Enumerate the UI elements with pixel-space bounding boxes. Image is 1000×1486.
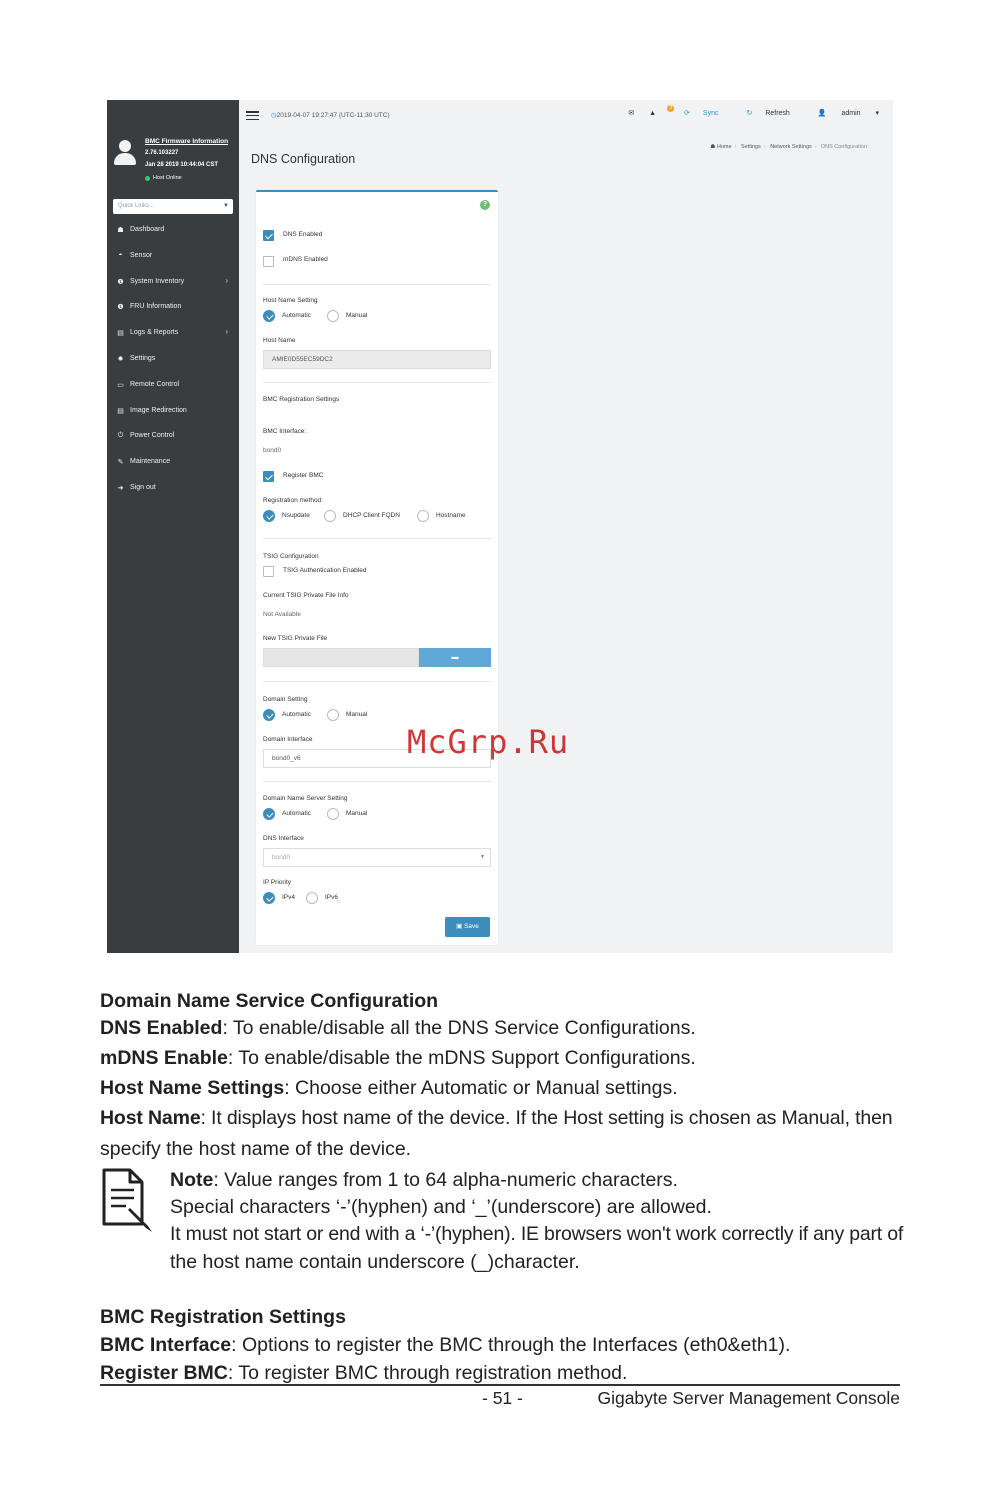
dns-manual-label: Manual — [346, 810, 368, 817]
desc: : Choose either Automatic or Manual settings. — [284, 1077, 678, 1099]
dns-server-setting-label: Domain Name Server Setting — [263, 795, 348, 802]
term: Register BMC — [100, 1362, 228, 1384]
host-name-input[interactable]: AMIE0D55EC59DC2 — [263, 350, 491, 369]
tsig-auth-label: TSIG Authentication Enabled — [283, 567, 367, 574]
watermark: McGrp.Ru — [407, 723, 570, 761]
dhcp-fqdn-radio[interactable] — [324, 510, 336, 522]
sidebar-item-label: Logs & Reports — [130, 329, 179, 337]
gear-icon: ✹ — [117, 355, 124, 363]
alert-icon[interactable]: ▲ 3 — [649, 110, 656, 117]
signout-icon: ➜ — [117, 484, 124, 492]
breadcrumb-home[interactable]: Home — [716, 144, 732, 150]
note-line-1 — [170, 1168, 678, 1192]
note-icon — [100, 1166, 154, 1236]
footer-title: Gigabyte Server Management Console — [597, 1388, 900, 1408]
sidebar-item-image-redirection[interactable] — [107, 407, 239, 433]
user-icon: 👤 — [817, 110, 827, 117]
bmc-registration-heading: BMC Registration Settings — [263, 396, 340, 403]
breadcrumb: ☗ Home › Settings › Network Settings › DNS Configuration — [710, 144, 867, 150]
alert-badge: 3 — [667, 105, 674, 112]
refresh-icon: ↻ — [746, 110, 753, 117]
term: Host Name Settings — [100, 1077, 285, 1099]
nsupdate-label: Nsupdate — [282, 512, 310, 519]
datetime-display — [271, 111, 390, 119]
host-automatic-label: Automatic — [282, 312, 311, 319]
domain-interface-value: bond0_v6 — [272, 755, 301, 762]
sidebar-item-fru-information[interactable] — [107, 303, 239, 329]
mail-icon[interactable]: ✉ — [628, 110, 635, 117]
tsig-file-input[interactable] — [263, 648, 419, 667]
page-title: DNS Configuration — [251, 152, 356, 166]
sidebar-item-label: Sensor — [130, 251, 153, 259]
doc-host-name-cont: specify the host name of the device. — [100, 1138, 412, 1160]
term: BMC Interface — [100, 1334, 232, 1356]
sidebar-item-sign-out[interactable] — [107, 484, 239, 510]
sidebar-nav — [107, 226, 239, 510]
sync-label: Sync — [702, 110, 719, 117]
tsig-auth-checkbox[interactable] — [263, 566, 274, 577]
sidebar-item-sensor[interactable] — [107, 252, 239, 278]
refresh-button[interactable] — [733, 110, 789, 117]
drive-icon: ▤ — [117, 407, 124, 415]
desc: : To enable/disable all the DNS Service Configurations. — [222, 1017, 696, 1039]
info-icon: ❶ — [117, 304, 124, 312]
nsupdate-radio[interactable] — [263, 510, 275, 522]
dns-enabled-checkbox[interactable] — [263, 230, 274, 241]
desc: : To enable/disable the mDNS Support Configurations. — [227, 1047, 696, 1069]
domain-manual-label: Manual — [346, 711, 368, 718]
term: Host Name — [100, 1107, 201, 1129]
dns-automatic-radio[interactable] — [263, 808, 275, 820]
sidebar-item-label: Image Redirection — [130, 406, 187, 414]
section-title-dns: Domain Name Service Configuration — [100, 990, 439, 1012]
domain-interface-label: Domain Interface — [263, 736, 313, 743]
sensor-icon: ◓ — [118, 251, 123, 259]
firmware-info — [113, 138, 237, 198]
ipv6-radio[interactable] — [306, 892, 318, 904]
desc: : Value ranges from 1 to 64 alpha-numeric characters. — [213, 1169, 678, 1191]
term: mDNS Enable — [100, 1047, 228, 1069]
sidebar-item-label: Maintenance — [130, 458, 171, 466]
sidebar-item-remote-control[interactable] — [107, 381, 239, 407]
term: Note — [170, 1169, 214, 1191]
note-line-3: It must not start or end with a ‘-’(hyphen). IE browsers won't work correctly if any part of — [170, 1223, 904, 1245]
register-bmc-label: Register BMC — [283, 472, 324, 479]
quick-links-placeholder: Quick Links... — [118, 203, 155, 209]
sidebar-item-dashboard[interactable] — [107, 226, 239, 252]
sidebar-item-label: FRU Information — [130, 303, 182, 311]
folder-icon: ▬ — [451, 654, 459, 661]
host-automatic-radio[interactable] — [263, 310, 275, 322]
top-bar — [239, 100, 893, 130]
desc: : To register BMC through registration method. — [227, 1362, 628, 1384]
note-line-2: Special characters ‘-’(hyphen) and ‘_’(underscore) are allowed. — [170, 1196, 712, 1218]
sync-button[interactable] — [671, 110, 718, 117]
sidebar — [107, 100, 239, 953]
sidebar-item-settings[interactable] — [107, 355, 239, 381]
sidebar-item-label: Sign out — [130, 483, 156, 491]
user-menu[interactable] — [805, 110, 879, 117]
host-name-label: Host Name — [263, 337, 296, 344]
bmc-interface-value: bond0 — [263, 447, 282, 454]
current-tsig-label: Current TSIG Private File Info — [263, 592, 349, 599]
host-manual-radio[interactable] — [327, 310, 339, 322]
chart-icon: ▤ — [117, 330, 124, 338]
dhcp-fqdn-label: DHCP Client FQDN — [343, 512, 400, 519]
sidebar-item-label: Settings — [130, 354, 156, 362]
ipv4-label: IPv4 — [282, 894, 296, 901]
firmware-version: 2.76.103227 — [145, 150, 179, 156]
bmc-interface-label: BMC Interface: — [263, 428, 307, 435]
doc-host-name — [100, 1106, 892, 1130]
dashboard-icon: ☗ — [117, 227, 124, 234]
wrench-icon: ✎ — [117, 459, 124, 467]
page-number: - 51 - — [482, 1388, 523, 1408]
browse-folder-button[interactable] — [419, 648, 491, 667]
datetime-text: 2019-04-07 19:27:47 (UTC-11:30 UTC) — [276, 112, 390, 119]
host-manual-label: Manual — [346, 312, 368, 319]
host-status: Host Online — [153, 175, 182, 181]
host-status-dot-icon — [145, 176, 150, 181]
dns-interface-select[interactable] — [263, 848, 491, 867]
doc-dns-enabled — [100, 1016, 696, 1040]
registration-method-label: Registration method: — [263, 497, 323, 504]
sidebar-item-label: Power Control — [130, 432, 175, 440]
domain-automatic-label: Automatic — [282, 711, 311, 718]
doc-mdns — [100, 1046, 696, 1070]
user-name: admin — [841, 110, 861, 117]
power-icon: ⏻ — [117, 432, 124, 440]
dns-manual-radio[interactable] — [327, 808, 339, 820]
domain-automatic-radio[interactable] — [263, 709, 275, 721]
dns-enabled-label: DNS Enabled — [283, 231, 323, 238]
dns-automatic-label: Automatic — [282, 810, 311, 817]
breadcrumb-network-settings[interactable]: Network Settings — [770, 144, 812, 150]
dns-interface-label: DNS Interface — [263, 835, 304, 842]
firmware-info-link[interactable]: BMC Firmware Information — [145, 138, 229, 145]
mdns-enabled-checkbox[interactable] — [263, 256, 274, 267]
register-bmc-checkbox[interactable] — [263, 471, 274, 482]
quick-links-select[interactable] — [113, 199, 233, 214]
doc-host-name-settings — [100, 1076, 678, 1100]
footer-divider — [100, 1384, 900, 1386]
bmc-screenshot — [107, 100, 893, 953]
info-icon: ❶ — [117, 278, 124, 286]
sidebar-item-maintenance[interactable] — [107, 458, 239, 484]
clock-icon: ◷ — [271, 112, 277, 119]
sidebar-item-label: Remote Control — [130, 380, 180, 388]
ip-priority-label: IP Priority — [263, 879, 292, 886]
refresh-label: Refresh — [765, 110, 790, 117]
domain-manual-radio[interactable] — [327, 709, 339, 721]
caret-down-icon: ▼ — [223, 203, 229, 209]
doc-register-bmc — [100, 1361, 627, 1385]
hostname-label: Hostname — [436, 512, 466, 519]
ipv4-radio[interactable] — [263, 892, 275, 904]
chevron-right-icon: › — [225, 275, 228, 285]
chevron-right-icon: › — [225, 327, 228, 337]
mdns-enabled-label: mDNS Enabled — [283, 256, 328, 263]
dns-interface-value: bond0 — [272, 854, 291, 861]
ipv6-label: IPv6 — [325, 894, 339, 901]
section-title-bmc: BMC Registration Settings — [100, 1306, 346, 1328]
sidebar-item-label: System Inventory — [130, 277, 185, 285]
note-line-4: the host name contain underscore (_)character. — [170, 1251, 580, 1273]
desc: : Options to register the BMC through the Interfaces (eth0&eth1). — [231, 1334, 791, 1356]
term: DNS Enabled — [100, 1017, 223, 1039]
current-tsig-value: Not Available — [263, 611, 301, 618]
top-bar-actions — [615, 105, 879, 117]
home-icon: ☗ — [710, 144, 716, 150]
sidebar-item-label: Dashboard — [130, 226, 165, 233]
desc: : It displays host name of the device. If the Host setting is chosen as Manual, then — [200, 1107, 893, 1129]
save-button[interactable] — [445, 917, 490, 937]
domain-setting-label: Domain Setting — [263, 696, 308, 703]
host-name-setting-label: Host Name Setting — [263, 297, 318, 304]
sync-icon: ⟳ — [684, 110, 690, 117]
hostname-radio[interactable] — [417, 510, 429, 522]
sidebar-item-system-inventory[interactable] — [107, 275, 239, 304]
user-avatar-icon — [113, 140, 137, 166]
doc-bmc-interface — [100, 1333, 790, 1357]
help-icon[interactable]: ? — [480, 200, 490, 210]
monitor-icon: ▭ — [117, 381, 124, 389]
floppy-icon: ▣ — [456, 923, 463, 930]
tsig-config-heading: TSIG Configuration — [263, 553, 319, 560]
new-tsig-label: New TSIG Private File — [263, 635, 328, 642]
sidebar-item-power-control[interactable] — [107, 432, 239, 458]
dns-config-form — [256, 190, 498, 945]
firmware-date: Jan 28 2019 10:44:04 CST — [145, 162, 219, 168]
caret-down-icon: ▼ — [480, 854, 485, 860]
breadcrumb-settings[interactable]: Settings — [740, 144, 761, 150]
hamburger-menu-icon[interactable] — [246, 111, 259, 120]
caret-down-icon: ▾ — [875, 110, 879, 117]
breadcrumb-current: DNS Configuration — [821, 144, 867, 150]
save-label: Save — [464, 923, 479, 930]
sidebar-item-logs-reports[interactable] — [107, 329, 239, 355]
